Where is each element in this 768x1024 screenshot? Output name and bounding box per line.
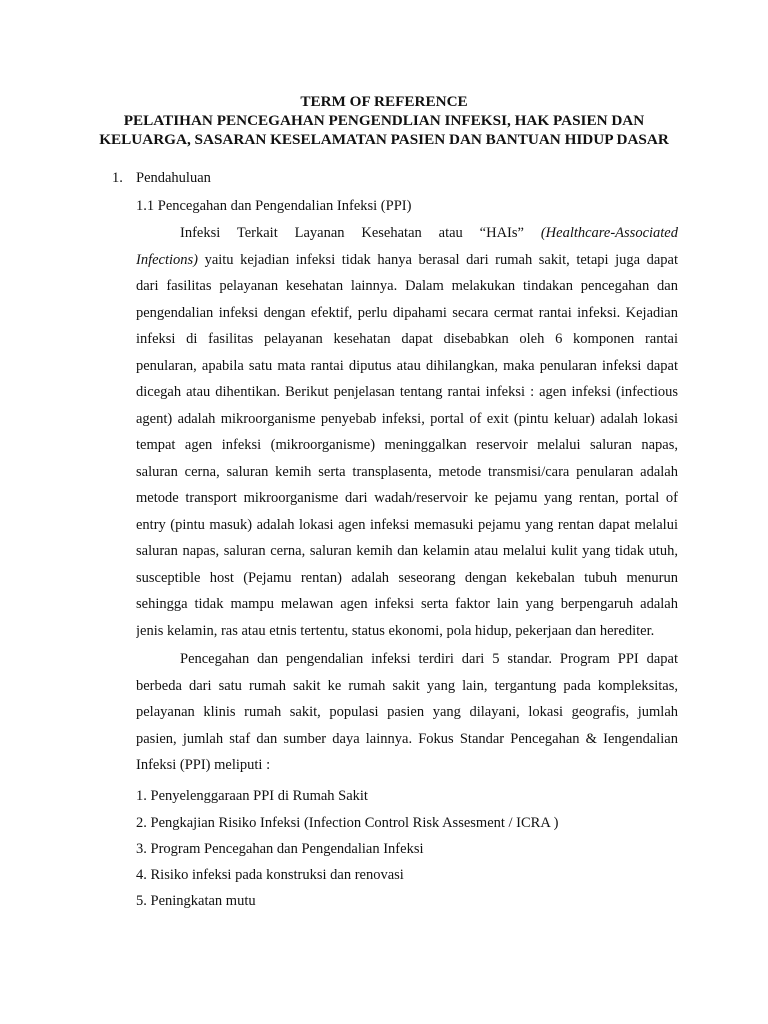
paragraph-2-line: Pencegahan dan pengendalian infeksi terdiri dari 5 standar. Program PPI dapat: [180, 651, 678, 667]
paragraph-1-line: saluran napas, saluran cerna, saluran kemih dan kelamin atau melalui kulit yang tidak utuh,: [136, 543, 678, 559]
paragraph-1-line: sehingga tidak mampu melawan agen infeksi serta faktor lain yang berpengaruh adalah: [136, 596, 678, 612]
document-title: [60, 92, 708, 149]
paragraph-1-line: saluran cerna, saluran kemih serta transplasenta, metode transmisi/cara penularan adalah: [136, 463, 678, 480]
paragraph-1-line: susceptible host (Pejamu rentan) adalah seseorang dengan kekebalan tubuh menurun: [136, 569, 678, 586]
paragraph-2-line: pasien, jumlah staf dan sumber daya lainnya. Fokus Standar Pencegahan & Iengendalian: [136, 730, 678, 747]
list-item: 5. Peningkatan mutu: [136, 893, 256, 909]
paragraph-2-line: berbeda dari satu rumah sakit ke rumah sakit yang lain, tergantung pada kompleksitas,: [136, 677, 678, 694]
paragraph-1-line: agent) adalah mikroorganisme penyebab infeksi, portal of exit (pintu keluar) adalah lokasi: [136, 410, 678, 427]
paragraph-1-line: infeksi di fasilitas pelayanan kesehatan dapat disebabkan oleh 6 komponen rantai: [136, 331, 678, 347]
paragraph-1-line: pengendalian infeksi dengan efektif, perlu dipahami secara cermat rantai infeksi. Kejadian: [136, 304, 678, 321]
paragraph-1: [136, 220, 678, 644]
paragraph-2-line: pelayanan klinis rumah sakit, populasi pasien yang dilayani, lokasi geografis, jumlah: [136, 704, 678, 720]
paragraph-1-line: dicegah atau dihentikan. Berikut penjelasan tentang rantai infeksi : agen infeksi (infectious: [136, 384, 678, 400]
title-line-1: TERM OF REFERENCE: [300, 93, 468, 110]
paragraph-1-line: dari fasilitas pelayanan kesehatan lainnya. Dalam melakukan tindakan pencegahan dan: [136, 278, 678, 294]
paragraph-1-line: jenis kelamin, ras atau etnis tertentu, status ekonomi, pola hidup, pekerjaan dan herediter.: [136, 622, 655, 639]
paragraph-1-line: tempat agen infeksi (mikroorganisme) meninggalkan reservoir melalui saluran napas,: [136, 437, 678, 453]
section-number: 1.: [112, 170, 123, 186]
italic-term-continued: Infections): [136, 251, 199, 268]
paragraph-1-line: penularan, apabila satu mata rantai diputus atau dihilangkan, maka penularan infeksi dapat: [136, 357, 678, 374]
paragraph-2: [136, 646, 678, 779]
section-heading: Pendahuluan: [136, 170, 211, 186]
paragraph-1-line: entry (pintu masuk) adalah lokasi agen infeksi memasuki pejamu yang rentan dapat melalui: [136, 516, 678, 533]
title-line-2: PELATIHAN PENCEGAHAN PENGENDLIAN INFEKSI, HAK PASIEN DAN: [123, 112, 645, 129]
paragraph-1-line-1: Infeksi Terkait Layanan Kesehatan atau “HAIs” (Healthcare-Associated: [180, 225, 678, 241]
paragraph-1-line-2: Infections) yaitu kejadian infeksi tidak hanya berasal dari rumah sakit, tetapi juga dapat: [136, 251, 678, 268]
list-item: 4. Risiko infeksi pada konstruksi dan renovasi: [136, 867, 404, 883]
italic-term: (Healthcare-Associated: [540, 225, 678, 241]
list-item: 2. Pengkajian Risiko Infeksi (Infection Control Risk Assesment / ICRA ): [136, 815, 559, 831]
list-item: 1. Penyelenggaraan PPI di Rumah Sakit: [136, 788, 368, 804]
paragraph-2-line: Infeksi (PPI) meliputi :: [136, 757, 271, 773]
list-item: 3. Program Pencegahan dan Pengendalian Infeksi: [136, 841, 424, 857]
title-line-3: KELUARGA, SASARAN KESELAMATAN PASIEN DAN BANTUAN HIDUP DASAR: [99, 131, 669, 148]
paragraph-1-line: metode transport mikroorganisme dari wadah/reservoir ke pejamu yang rentan, portal of: [136, 490, 678, 506]
subsection-heading: 1.1 Pencegahan dan Pengendalian Infeksi (PPI): [136, 198, 412, 214]
